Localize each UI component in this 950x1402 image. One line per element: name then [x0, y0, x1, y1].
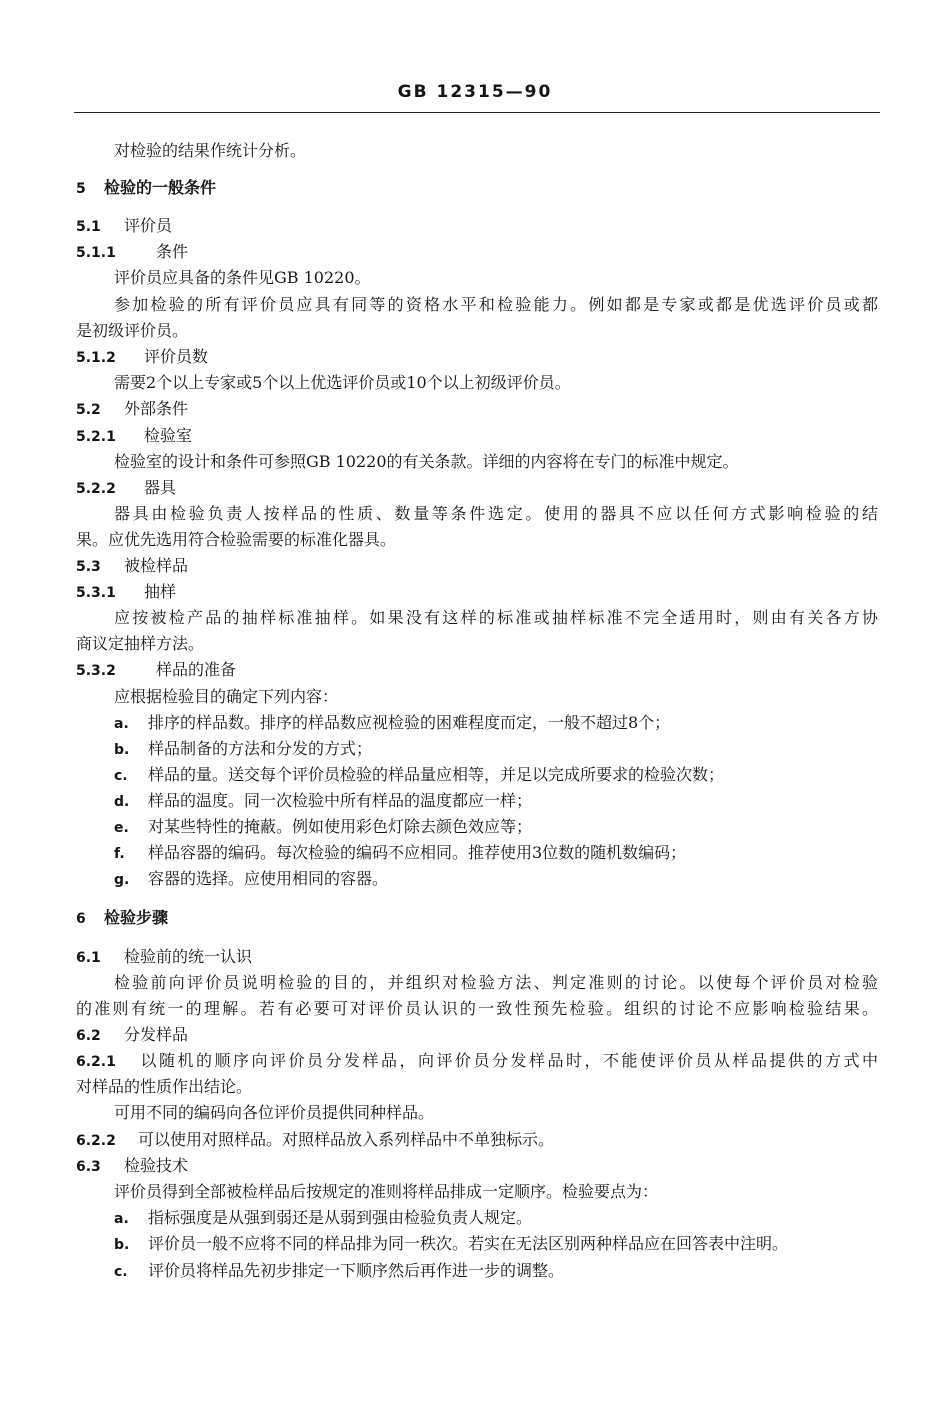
standard-code-header: GB 12315—90	[397, 82, 553, 102]
section-number: 6.2.2	[76, 1133, 116, 1149]
list-item	[114, 790, 532, 813]
text-line: 商议定抽样方法。	[76, 634, 205, 653]
text-line: 可用不同的编码向各位评价员提供同种样品。	[114, 1103, 435, 1122]
section-5-2-1-heading	[76, 425, 192, 448]
text-line: 评价员应具备的条件见GB 10220。	[114, 268, 371, 287]
section-title: 检验室	[144, 426, 193, 445]
section-title: 检验技术	[124, 1156, 189, 1175]
list-marker: g.	[114, 872, 130, 888]
list-item-text: 排序的样品数。排序的样品数应视检验的困难程度而定，一般不超过8个；	[148, 713, 671, 732]
list-item	[114, 764, 724, 787]
list-marker: c.	[114, 768, 128, 784]
section-number: 6.2	[76, 1028, 101, 1044]
section-number: 5.3.2	[76, 663, 116, 679]
section-number: 5.1.1	[76, 245, 116, 261]
section-number: 5.1.2	[76, 350, 116, 366]
list-item	[114, 1260, 564, 1283]
section-number: 5.1	[76, 219, 101, 235]
text-line: 是初级评价员。	[76, 321, 189, 340]
text-line: 参加检验的所有评价员应具有同等的资格水平和检验能力。例如都是专家或都是优选评价员或都	[114, 295, 878, 314]
list-item	[114, 738, 372, 761]
list-item	[114, 712, 670, 735]
list-item-text: 评价员将样品先初步排定一下顺序然后再作进一步的调整。	[148, 1261, 565, 1280]
text-line: 评价员得到全部被检样品后按规定的准则将样品排成一定顺序。检验要点为：	[114, 1182, 659, 1201]
section-title: 外部条件	[124, 399, 189, 418]
list-item-text: 指标强度是从强到弱还是从弱到强由检验负责人规定。	[148, 1208, 533, 1227]
list-marker: b.	[114, 742, 130, 758]
list-item	[114, 868, 388, 891]
text-line: 对检验的结果作统计分析。	[114, 141, 307, 160]
section-5-2-2-heading	[76, 477, 176, 500]
section-title: 样品的准备	[156, 660, 237, 679]
list-item	[114, 1233, 788, 1256]
section-6-2-1-line	[76, 1050, 878, 1073]
list-item-text: 对某些特性的掩蔽。例如使用彩色灯除去颜色效应等；	[148, 817, 533, 836]
section-5-heading	[76, 177, 216, 200]
text-line: 对样品的性质作出结论。	[76, 1077, 253, 1096]
section-5-1-1-heading	[76, 241, 188, 264]
list-item-text: 样品的量。送交每个评价员检验的样品量应相等，并足以完成所要求的检验次数；	[148, 765, 725, 784]
text-line: 应根据检验目的确定下列内容：	[114, 687, 339, 706]
section-number: 5	[76, 181, 86, 197]
section-number: 6	[76, 911, 86, 927]
section-5-1-2-heading	[76, 346, 208, 369]
list-item-text: 样品的温度。同一次检验中所有样品的温度都应一样；	[148, 791, 533, 810]
section-number: 5.2	[76, 402, 101, 418]
list-marker: e.	[114, 820, 129, 836]
section-title: 器具	[144, 478, 177, 497]
section-number: 5.3	[76, 559, 101, 575]
section-title: 评价员	[124, 216, 173, 235]
header-rule	[74, 112, 880, 113]
paragraph-text: 可以使用对照样品。对照样品放入系列样品中不单独标示。	[138, 1130, 555, 1149]
section-title: 评价员数	[144, 347, 209, 366]
section-5-3-heading	[76, 555, 188, 578]
section-title: 检验的一般条件	[104, 178, 217, 197]
section-number: 6.1	[76, 950, 101, 966]
text-line: 的准则有统一的理解。若有必要可对评价员认识的一致性预先检验。组织的讨论不应影响检验结果。	[76, 999, 878, 1018]
section-5-1-heading	[76, 215, 172, 238]
list-item	[114, 816, 532, 839]
section-number: 5.3.1	[76, 585, 116, 601]
section-5-3-1-heading	[76, 581, 176, 604]
list-item-text: 样品容器的编码。每次检验的编码不应相同。推荐使用3位数的随机数编码；	[148, 843, 687, 862]
list-marker: f.	[114, 846, 125, 862]
list-marker: b.	[114, 1237, 130, 1253]
section-number: 6.3	[76, 1159, 101, 1175]
text-line: 果。应优先选用符合检验需要的标准化器具。	[76, 530, 397, 549]
section-title: 检验前的统一认识	[124, 947, 253, 966]
list-item	[114, 842, 686, 865]
section-title: 检验步骤	[104, 908, 169, 927]
text-line: 需要2个以上专家或5个以上优选评价员或10个以上初级评价员。	[114, 373, 571, 392]
section-5-3-2-heading	[76, 659, 236, 682]
text-line: 器具由检验负责人按样品的性质、数量等条件选定。使用的器具不应以任何方式影响检验的结	[114, 504, 878, 523]
list-marker: c.	[114, 1264, 128, 1280]
list-item-text: 样品制备的方法和分发的方式；	[148, 739, 373, 758]
list-item-text: 容器的选择。应使用相同的容器。	[148, 869, 389, 888]
section-title: 被检样品	[124, 556, 189, 575]
list-item-text: 评价员一般不应将不同的样品排为同一秩次。若实在无法区别两种样品应在回答表中注明。	[148, 1234, 789, 1253]
section-number: 5.2.1	[76, 429, 116, 445]
paragraph-text: 以随机的顺序向评价员分发样品，向评价员分发样品时，不能使评价员从样品提供的方式中	[138, 1051, 878, 1070]
list-marker: a.	[114, 1211, 129, 1227]
text-line: 应按被检产品的抽样标准抽样。如果没有这样的标准或抽样标准不完全适用时，则由有关各方协	[114, 608, 878, 627]
section-6-heading	[76, 907, 168, 930]
section-6-1-heading	[76, 946, 252, 969]
section-title: 条件	[156, 242, 189, 261]
section-5-2-heading	[76, 398, 188, 421]
list-marker: a.	[114, 716, 129, 732]
list-item	[114, 1207, 532, 1230]
text-line: 检验前向评价员说明检验的目的，并组织对检验方法、判定准则的讨论。以使每个评价员对检验	[114, 973, 878, 992]
section-number: 6.2.1	[76, 1054, 116, 1070]
text-line: 检验室的设计和条件可参照GB 10220的有关条款。详细的内容将在专门的标准中规定。	[114, 452, 739, 471]
section-6-2-heading	[76, 1024, 188, 1047]
section-title: 抽样	[144, 582, 177, 601]
section-number: 5.2.2	[76, 481, 116, 497]
section-title: 分发样品	[124, 1025, 189, 1044]
section-6-3-heading	[76, 1155, 188, 1178]
list-marker: d.	[114, 794, 130, 810]
section-6-2-2-line	[76, 1129, 554, 1152]
